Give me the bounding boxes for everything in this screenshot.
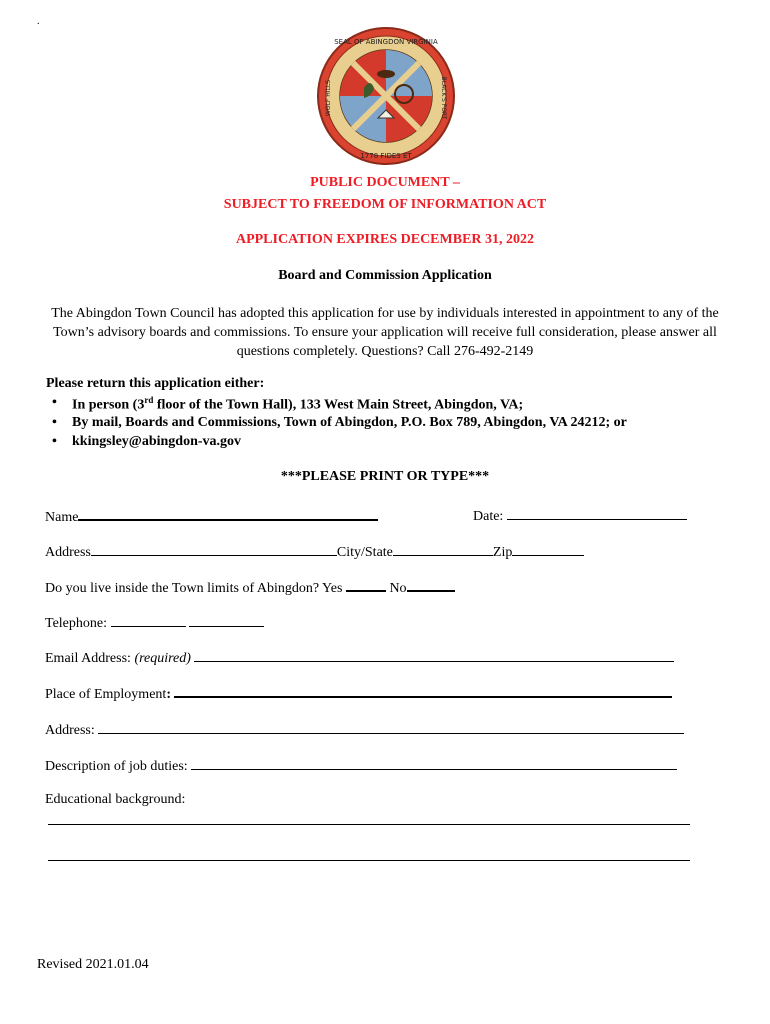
town-seal-logo <box>316 26 456 166</box>
form-title: Board and Commission Application <box>278 268 492 283</box>
return-heading: Please return this application either: <box>46 376 265 391</box>
email-row <box>45 648 674 667</box>
education-line-1[interactable] <box>48 824 690 825</box>
intro-paragraph: The Abingdon Town Council has adopted this application for use by individuals interested in appointment to any of the Town’s advisory boards and commissions. To ensure your application will receive full consideration, please answer all questions completely. Questions? Call 276-492-2149 <box>51 306 719 359</box>
telephone-label: Telephone: <box>45 616 107 631</box>
svg-text:1778 FIDES ET: 1778 FIDES ET <box>360 152 412 160</box>
email-label: Email Address: <box>45 651 131 666</box>
bullet-icon: • <box>52 395 57 410</box>
job-duties-row <box>45 756 677 775</box>
yes-field[interactable] <box>346 577 386 592</box>
education-line-2[interactable] <box>48 860 690 861</box>
employment-field[interactable] <box>174 683 672 698</box>
bullet-icon: • <box>52 434 57 449</box>
bullet-email: • kkingsley@abingdon-va.gov <box>52 434 242 449</box>
employer-address-label: Address: <box>45 723 95 738</box>
header-foia: SUBJECT TO FREEDOM OF INFORMATION ACT <box>223 197 547 212</box>
job-duties-field[interactable] <box>191 756 677 770</box>
revision-footer: Revised 2021.01.04 <box>37 957 149 972</box>
city-state-field[interactable] <box>393 542 493 556</box>
town-limits-row <box>45 577 455 597</box>
address-row <box>45 542 584 561</box>
job-duties-label: Description of job duties: <box>45 759 188 774</box>
city-state-label: City/State <box>336 545 393 560</box>
svg-text:WOLF HILLS: WOLF HILLS <box>325 79 332 117</box>
employment-label: Place of Employment <box>45 687 167 702</box>
email-field[interactable] <box>194 648 674 662</box>
svg-text:SEAL OF ABINGDON VIRGINIA: SEAL OF ABINGDON VIRGINIA <box>334 38 438 46</box>
education-label: Educational background: <box>45 792 186 807</box>
town-limits-label: Do you live inside the Town limits of Abingdon? Yes <box>45 581 343 596</box>
telephone-number-field[interactable] <box>189 613 264 627</box>
email-required-note: (required) <box>134 651 191 666</box>
employer-address-field[interactable] <box>98 720 684 734</box>
zip-field[interactable] <box>512 542 584 556</box>
svg-text:BLACK'S FORT: BLACK'S FORT <box>440 76 447 120</box>
bullet-icon: • <box>52 415 57 430</box>
date-label: Date: <box>473 509 504 524</box>
name-field[interactable] <box>78 506 378 521</box>
zip-label: Zip <box>492 545 513 560</box>
header-public-document: PUBLIC DOCUMENT – <box>310 175 460 190</box>
date-row <box>473 506 687 525</box>
telephone-area-field[interactable] <box>111 613 186 627</box>
header-expires: APPLICATION EXPIRES DECEMBER 31, 2022 <box>235 232 535 247</box>
name-row <box>45 506 378 526</box>
print-notice: ***PLEASE PRINT OR TYPE*** <box>280 469 490 484</box>
address-label: Address <box>45 545 91 560</box>
employment-row: Place of Employment: <box>45 683 672 703</box>
bullet-in-person: • In person (3rd floor of the Town Hall), 133 West Main Street, Abingdon, VA; <box>52 395 524 413</box>
no-field[interactable] <box>407 577 455 592</box>
date-field[interactable] <box>507 506 687 520</box>
employer-address-row <box>45 720 684 739</box>
name-label: Name <box>45 510 79 525</box>
no-label: No <box>389 581 407 596</box>
bullet-by-mail: • By mail, Boards and Commissions, Town of Abingdon, P.O. Box 789, Abingdon, VA 24212; or <box>52 415 627 430</box>
telephone-row <box>45 613 264 632</box>
stray-mark: . <box>37 16 40 27</box>
address-field[interactable] <box>91 542 337 556</box>
